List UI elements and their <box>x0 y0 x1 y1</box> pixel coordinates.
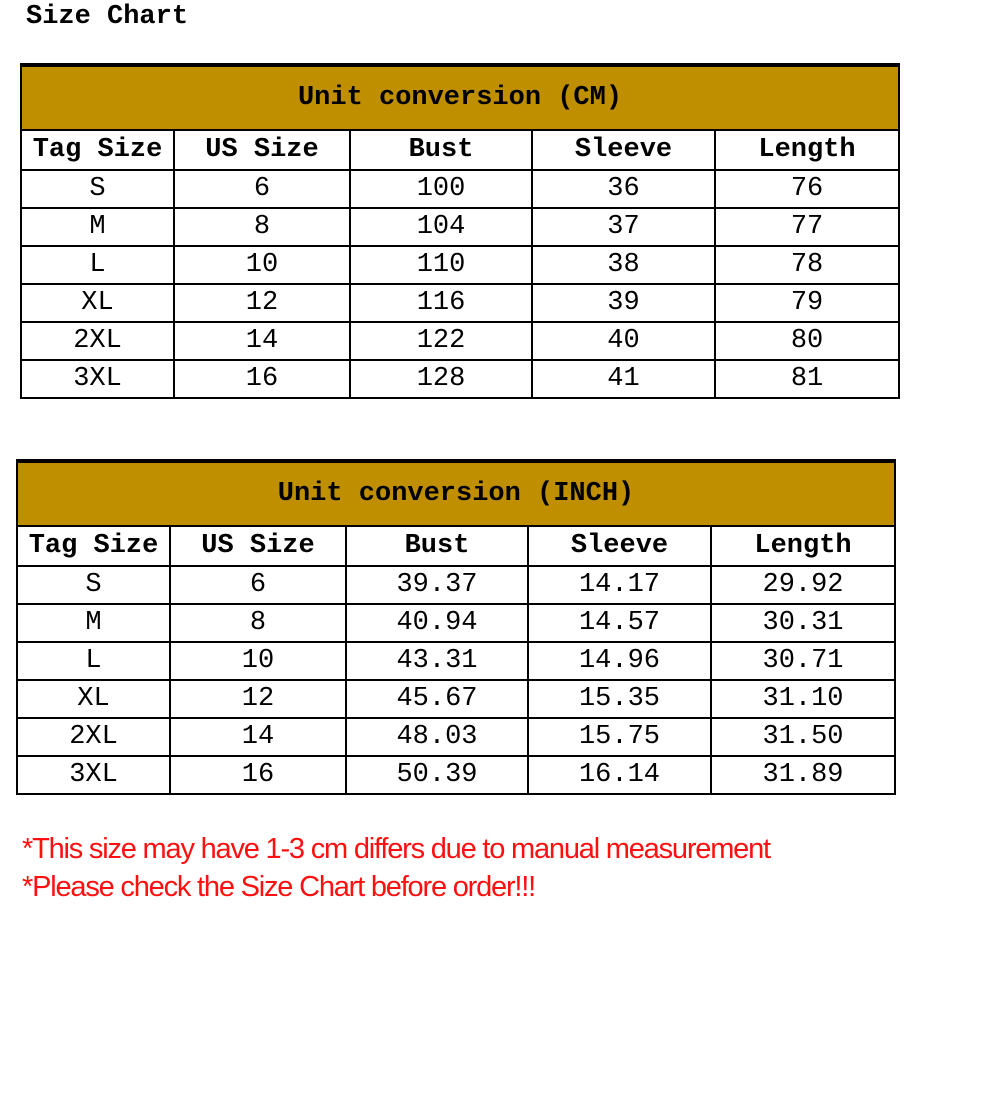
cell-bust: 50.39 <box>346 756 528 794</box>
cell-bust: 116 <box>350 284 532 322</box>
cell-us-size: 12 <box>170 680 346 718</box>
cell-us-size: 16 <box>174 360 350 398</box>
cell-tag-size: 2XL <box>17 718 170 756</box>
cell-tag-size: S <box>21 170 174 208</box>
table-row <box>17 566 895 604</box>
table-row <box>21 170 899 208</box>
table-banner: Unit conversion (CM) <box>21 65 899 130</box>
cell-sleeve: 36 <box>532 170 715 208</box>
cell-length: 31.10 <box>711 680 895 718</box>
cell-length: 29.92 <box>711 566 895 604</box>
cell-us-size: 6 <box>174 170 350 208</box>
table-row <box>21 322 899 360</box>
cell-sleeve: 40 <box>532 322 715 360</box>
table-row <box>17 718 895 756</box>
cell-us-size: 14 <box>170 718 346 756</box>
column-header-bust: Bust <box>346 526 528 566</box>
cell-sleeve: 37 <box>532 208 715 246</box>
cell-sleeve: 16.14 <box>528 756 711 794</box>
table-row <box>17 756 895 794</box>
cell-bust: 39.37 <box>346 566 528 604</box>
check-size-note: *Please check the Size Chart before order!!! <box>22 871 535 903</box>
table-header-row <box>21 130 899 170</box>
cell-us-size: 8 <box>170 604 346 642</box>
cell-sleeve: 41 <box>532 360 715 398</box>
cell-sleeve: 15.35 <box>528 680 711 718</box>
cell-bust: 104 <box>350 208 532 246</box>
cell-sleeve: 39 <box>532 284 715 322</box>
table-row <box>17 642 895 680</box>
column-header-us-size: US Size <box>170 526 346 566</box>
cell-us-size: 8 <box>174 208 350 246</box>
page-title: Size Chart <box>26 2 189 32</box>
cell-sleeve: 14.96 <box>528 642 711 680</box>
cell-bust: 40.94 <box>346 604 528 642</box>
table-banner-row <box>21 65 899 130</box>
cell-tag-size: 3XL <box>17 756 170 794</box>
cell-tag-size: S <box>17 566 170 604</box>
measurement-note: *This size may have 1-3 cm differs due to manual measurement <box>22 833 770 865</box>
cell-tag-size: 2XL <box>21 322 174 360</box>
cell-length: 30.71 <box>711 642 895 680</box>
cell-bust: 128 <box>350 360 532 398</box>
cell-us-size: 14 <box>174 322 350 360</box>
cell-tag-size: M <box>21 208 174 246</box>
cell-bust: 110 <box>350 246 532 284</box>
table-row <box>17 604 895 642</box>
cell-bust: 43.31 <box>346 642 528 680</box>
cell-tag-size: L <box>17 642 170 680</box>
column-header-tag-size: Tag Size <box>17 526 170 566</box>
column-header-tag-size: Tag Size <box>21 130 174 170</box>
cell-length: 77 <box>715 208 899 246</box>
cell-bust: 45.67 <box>346 680 528 718</box>
cell-length: 30.31 <box>711 604 895 642</box>
cell-length: 31.89 <box>711 756 895 794</box>
cell-bust: 48.03 <box>346 718 528 756</box>
cell-sleeve: 15.75 <box>528 718 711 756</box>
table-row <box>17 680 895 718</box>
table-row <box>21 360 899 398</box>
column-header-length: Length <box>711 526 895 566</box>
table-row <box>21 246 899 284</box>
column-header-sleeve: Sleeve <box>528 526 711 566</box>
column-header-bust: Bust <box>350 130 532 170</box>
cell-length: 31.50 <box>711 718 895 756</box>
column-header-length: Length <box>715 130 899 170</box>
table-header-row <box>17 526 895 566</box>
cell-tag-size: L <box>21 246 174 284</box>
cell-length: 81 <box>715 360 899 398</box>
cell-tag-size: XL <box>21 284 174 322</box>
cell-sleeve: 14.57 <box>528 604 711 642</box>
table-row <box>21 208 899 246</box>
cell-bust: 100 <box>350 170 532 208</box>
column-header-us-size: US Size <box>174 130 350 170</box>
table-banner: Unit conversion (INCH) <box>17 461 895 526</box>
cell-us-size: 10 <box>170 642 346 680</box>
cell-us-size: 16 <box>170 756 346 794</box>
cell-sleeve: 14.17 <box>528 566 711 604</box>
cell-tag-size: 3XL <box>21 360 174 398</box>
cell-length: 80 <box>715 322 899 360</box>
cell-us-size: 6 <box>170 566 346 604</box>
cell-bust: 122 <box>350 322 532 360</box>
size-table-inch <box>16 459 896 795</box>
cell-sleeve: 38 <box>532 246 715 284</box>
table-row <box>21 284 899 322</box>
cell-length: 78 <box>715 246 899 284</box>
table-banner-row <box>17 461 895 526</box>
cell-us-size: 10 <box>174 246 350 284</box>
size-table-cm <box>20 63 900 399</box>
cell-us-size: 12 <box>174 284 350 322</box>
cell-tag-size: XL <box>17 680 170 718</box>
column-header-sleeve: Sleeve <box>532 130 715 170</box>
cell-length: 76 <box>715 170 899 208</box>
cell-length: 79 <box>715 284 899 322</box>
cell-tag-size: M <box>17 604 170 642</box>
